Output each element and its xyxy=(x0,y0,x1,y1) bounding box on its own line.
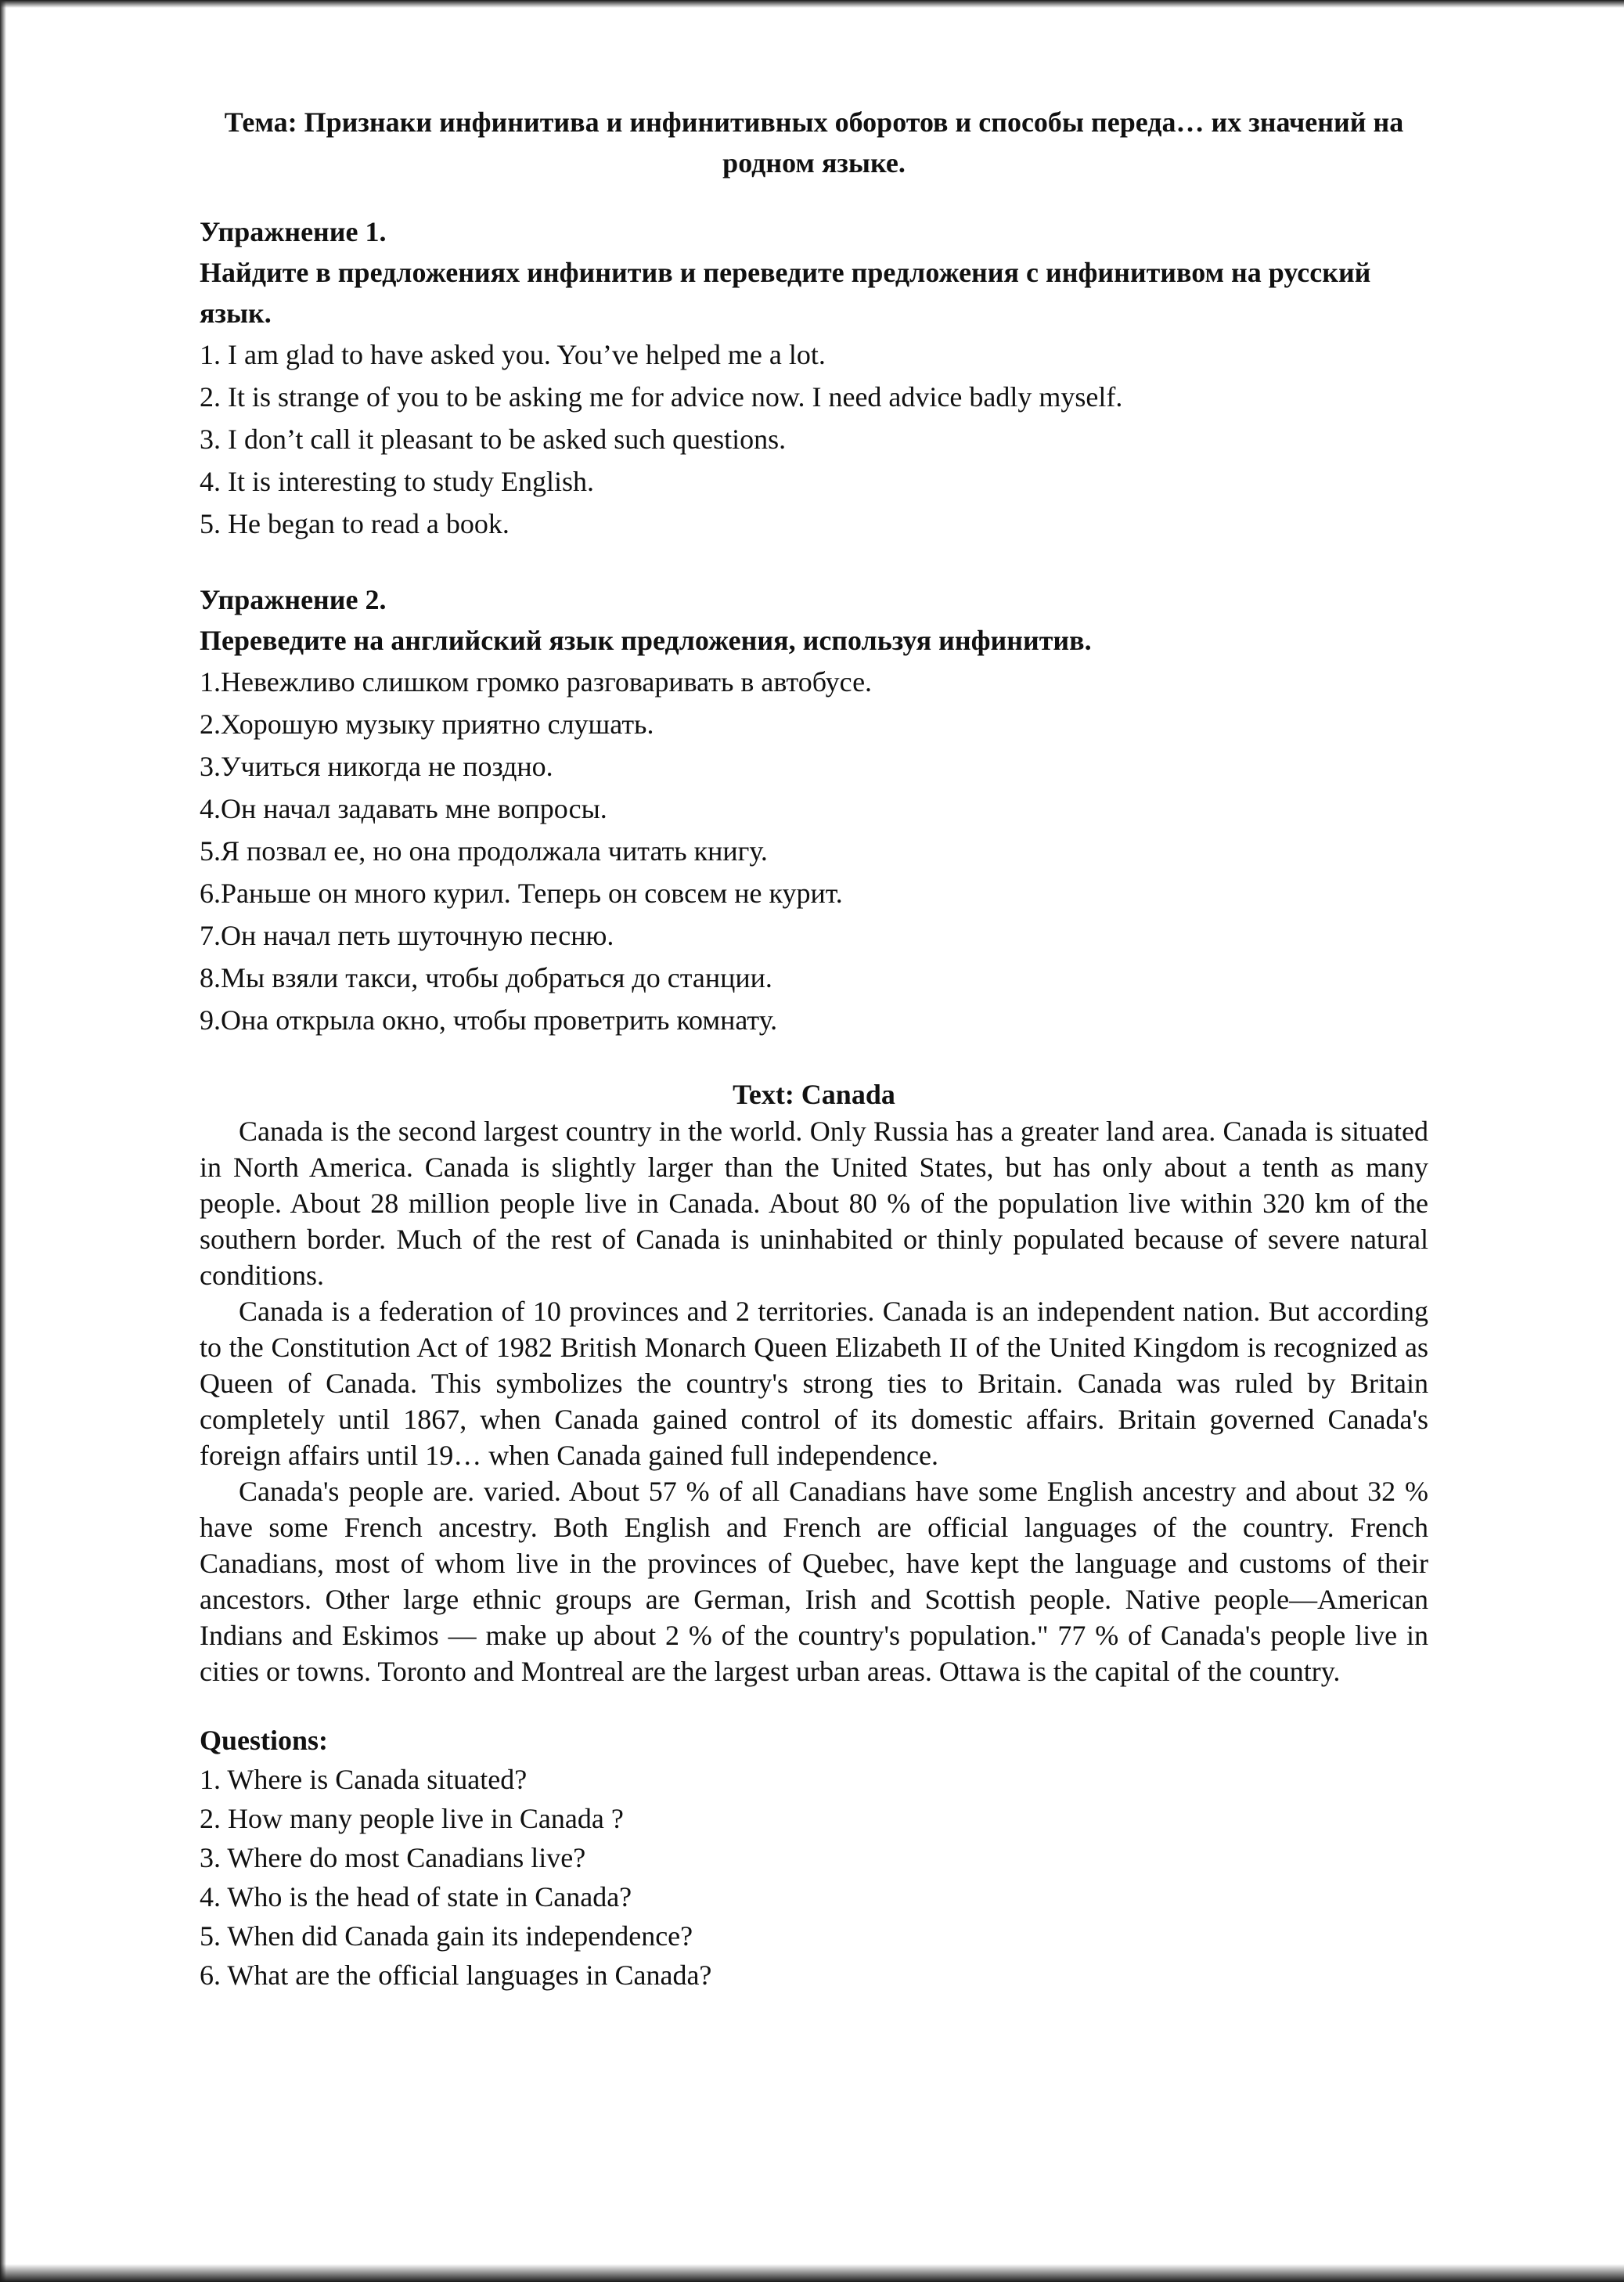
questions-list xyxy=(200,1760,1428,1995)
reading-text xyxy=(200,1076,1428,1689)
question-item: 2. How many people live in Canada ? xyxy=(200,1803,624,1834)
questions-heading: Questions: xyxy=(200,1725,329,1756)
question-item: 1. Where is Canada situated? xyxy=(200,1764,528,1795)
question-item: 6. What are the official languages in Canada? xyxy=(200,1959,712,1991)
scan-edge-left xyxy=(0,0,6,2282)
scan-edge-bottom xyxy=(0,2264,1624,2282)
exercise-2-heading: Упражнение 2. xyxy=(200,584,387,615)
exercise-1-heading: Упражнение 1. xyxy=(200,216,387,247)
exercise-2-item: 5.Я позвал ее, но она продолжала читать книгу. xyxy=(200,835,768,867)
reading-paragraph: Canada is the second largest country in the world. Only Russia has a greater land area. Canada is situated in North America. Canada is slightly larger than the United States, but has only about a tenth as many people. About 28 million people live in Canada. About 80 % of the population live within 320 km of the southern border. Much of the rest of Canada is uninhabited or thinly populated because of severe natural conditions. xyxy=(200,1116,1428,1291)
reading-paragraph: Canada is a federation of 10 provinces and 2 territories. Canada is an independent nation. But according to the Constitution Act of 1982 British Monarch Queen Elizabeth II of the United Kingdom is recognized as Queen of Canada. This symbolizes the country's strong ties to Britain. Canada was ruled by Britain completely until 1867, when Canada gained control of its domestic affairs. Britain governed Canada's foreign affairs until 19… when Canada gained full independence. xyxy=(200,1296,1428,1471)
exercise-2-item: 8.Мы взяли такси, чтобы добраться до станции. xyxy=(200,962,772,993)
scan-edge-top xyxy=(0,0,1624,8)
question-item: 3. Where do most Canadians live? xyxy=(200,1842,586,1873)
question-item: 5. When did Canada gain its independence? xyxy=(200,1920,693,1952)
exercise-1-instruction: Найдите в предложениях инфинитив и переведите предложения с инфинитивом на русский язык. xyxy=(200,257,1371,329)
exercise-1-item: 3. I don’t call it pleasant to be asked such questions. xyxy=(200,424,787,455)
exercise-1-item: 1. I am glad to have asked you. You’ve helped me a lot. xyxy=(200,339,826,370)
exercise-1 xyxy=(200,211,1428,545)
exercise-2-instruction: Переведите на английский язык предложения, используя инфинитив. xyxy=(200,625,1092,656)
exercise-2-item: 3.Учиться никогда не поздно. xyxy=(200,751,553,782)
questions xyxy=(200,1721,1428,1995)
exercise-2-item: 4.Он начал задавать мне вопросы. xyxy=(200,793,607,824)
exercise-2-item: 6.Раньше он много курил. Теперь он совсем не курит. xyxy=(200,878,843,909)
exercise-2-item: 1.Невежливо слишком громко разговаривать в автобусе. xyxy=(200,666,873,698)
reading-paragraph: Canada's people are. varied. About 57 % of all Canadians have some English ancestry and about 32 % have some French ancestry. Both English and French are official languages of the country. French Canadians, most of whom live in the provinces of Quebec, have kept the language and customs of their ancestors. Other large ethnic groups are German, Irish and Scottish people. Native people—American Indians and Eskimos — make up about 2 % of the country's population." 77 % of Canada's people live in cities or towns. Toronto and Montreal are the largest urban areas. Ottawa is the capital of the country. xyxy=(200,1476,1428,1687)
reading-text-title: Text: Canada xyxy=(733,1079,895,1110)
exercise-2 xyxy=(200,579,1428,1041)
document-page xyxy=(200,102,1428,2247)
exercise-1-item: 5. He began to read a book. xyxy=(200,508,510,539)
page-title: Тема: Признаки инфинитива и инфинитивных оборотов и способы переда… их значений на родном языке. xyxy=(224,106,1404,178)
exercise-2-list xyxy=(200,661,1428,1041)
question-item: 4. Who is the head of state in Canada? xyxy=(200,1881,632,1912)
exercise-1-list xyxy=(200,333,1428,545)
exercise-1-item: 2. It is strange of you to be asking me for advice now. I need advice badly myself. xyxy=(200,381,1123,413)
exercise-1-item: 4. It is interesting to study English. xyxy=(200,466,594,497)
exercise-2-item: 9.Она открыла окно, чтобы проветрить комнату. xyxy=(200,1004,778,1036)
exercise-2-item: 2.Хорошую музыку приятно слушать. xyxy=(200,708,654,740)
exercise-2-item: 7.Он начал петь шуточную песню. xyxy=(200,920,614,951)
